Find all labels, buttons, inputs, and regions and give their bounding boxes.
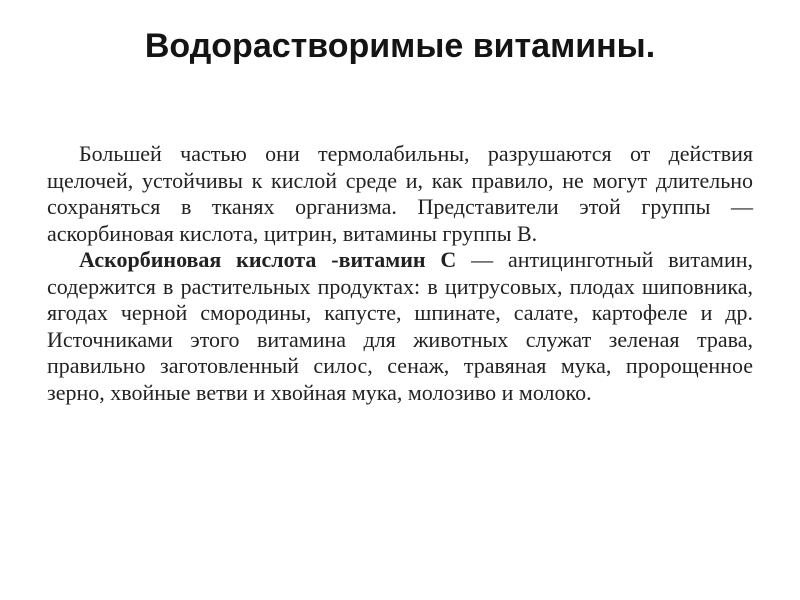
ascorbic-acid-heading: Аскорбиновая кислота -витамин С xyxy=(79,247,457,272)
slide-body xyxy=(47,141,753,406)
paragraph-ascorbic-acid xyxy=(47,247,753,406)
slide-title: Водорастворимые витамины. xyxy=(144,27,656,65)
paragraph-intro: Большей частью они термолабильны, разрушаются от действия щелочей, устойчивы к кислой среде и, как правило, не могут длительно сохраняться в тканях организма. Представители этой группы — аскорбиновая кислота, цитрин, витамины группы В. xyxy=(47,141,753,246)
ascorbic-acid-description: — антицинготный витамин, содержится в растительных продуктах: в цитрусовых, плодах шиповника, ягодах черной смородины, капусте, шпинате, салате, картофеле и др. Источниками этого витамина для животных служат зеленая трава, правильно заготовленный силос, сенаж, травяная мука, пророщенное зерно, хвойные ветви и хвойная мука, молозиво и молоко. xyxy=(47,247,753,405)
